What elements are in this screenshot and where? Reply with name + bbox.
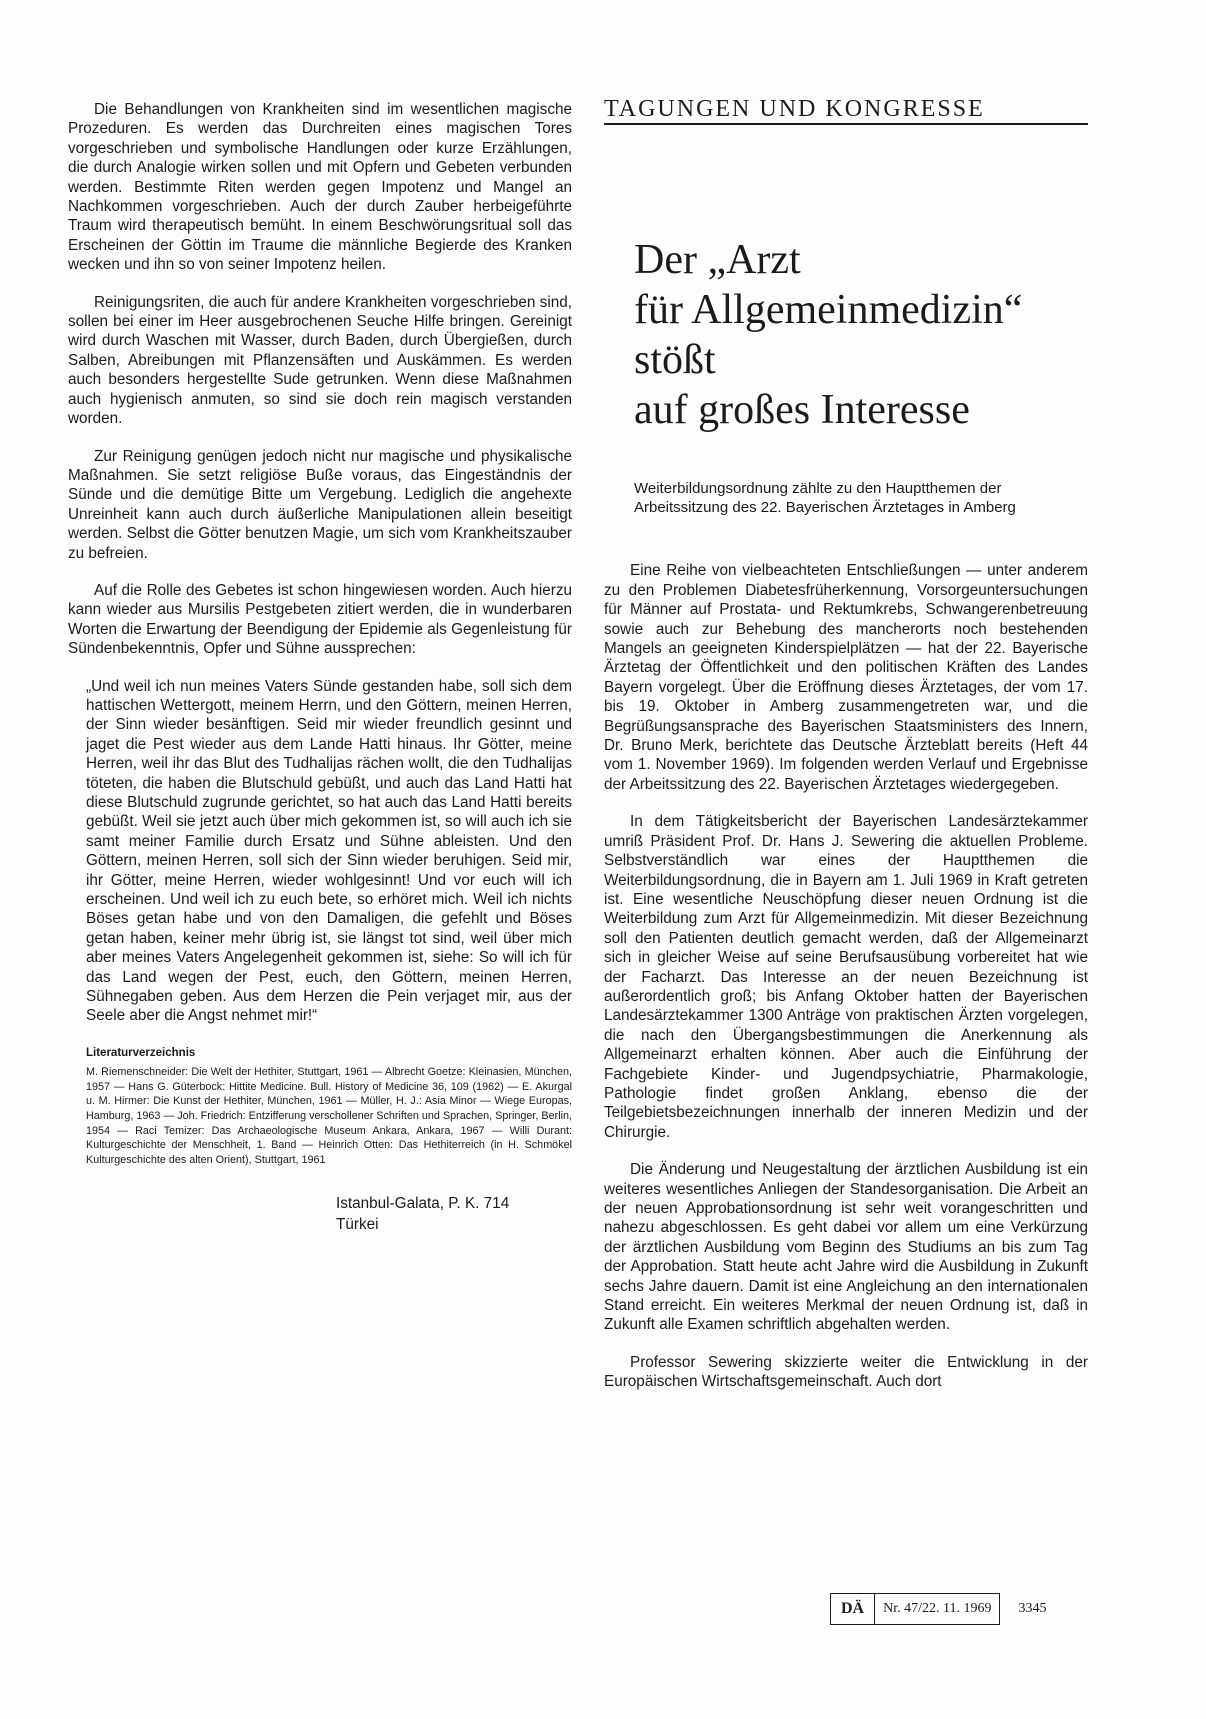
headline-line: stößt [634,337,716,384]
headline-line: auf großes Interesse [634,387,970,434]
body-paragraph: Professor Sewering skizzierte weiter die Entwicklung in der Europäischen Wirtschaftsgemeinschaft. Auch dort [604,1353,1088,1391]
page-footer [830,1592,1046,1626]
address-line: Türkei [336,1216,379,1234]
body-paragraph: Die Änderung und Neugestaltung der ärztlichen Ausbildung ist ein weiteres wesentliches Anliegen der Standesorganisation. Die Arbeit an der neuen Approbationsordnung ist sehr weit vorangeschritten und nahezu abgeschlossen. Es geht dabei vor allem um eine Verkürzung der ärztlichen Ausbildung vom Beginn des Studiums an bis zum Tag der Approbation. Statt heute acht Jahre wird die Ausbildung in Zukunft sechs Jahre dauern. Damit ist eine Angleichung an den internationalen Stand erreicht. Ein weiteres Merkmal der neuen Ordnung ist, daß in Zukunft alle Examen schriftlich abgehalten werden. [604,1161,1088,1334]
page-number: 3345 [1018,1601,1047,1616]
article-headline [634,235,1088,435]
address-line: Istanbul-Galata, P. K. 714 [336,1195,510,1213]
left-column [68,100,572,1235]
right-column [604,96,1088,1410]
article-subheadline: Weiterbildungsordnung zählte zu den Hauptthemen der Arbeitssitzung des 22. Bayerischen Ärztetages in Amberg [634,480,1016,517]
body-paragraph: Auf die Rolle des Gebetes ist schon hingewiesen worden. Auch hierzu kann wieder aus Mursilis Pestgebeten zitiert werden, die in wunderbaren Worten die Erwartung der Beendigung der Epidemie als Gegenleistung für Sündenbekenntnis, Opfer und Sühne aussprechen: [68,581,572,658]
issue-number: Nr. 47/22. 11. 1969 [883,1601,992,1616]
body-paragraph: In dem Tätigkeitsbericht der Bayerischen Landesärztekammer umriß Präsident Prof. Dr. Hans J. Sewering die aktuellen Probleme. Selbstverständlich war eines der Hauptthemen die Weiterbildungsordnung, die in Bayern am 1. Juli 1969 in Kraft getreten ist. Eine wesentliche Neuschöpfung dieser neuen Ordnung ist die Weiterbildung zum Arzt für Allgemeinmedizin. Mit dieser Bezeichnung soll den Patienten deutlich gemacht werden, daß der Allgemeinarzt sich in gleicher Weise auf seine Berufsausübung vorbereitet hat wie der Facharzt. Das Interesse an der neuen Bezeichnung ist außerordentlich groß; bis Anfang Oktober hatten der Bayerischen Landesärztekammer 1300 Anträge von praktischen Ärzten vorgelegen, die nach den Übergangsbestimmungen die Anerkennung als Allgemeinarzt erhalten können. Aber auch die Einführung der Fachgebiete Kinder- und Jugendpsychiatrie, Pharmakologie, Pathologie findet großen Anklang, ebenso die der Teilgebietsbezeichnungen innerhalb der inneren Medizin und der Chirurgie. [604,813,1088,1141]
prayer-quote: „Und weil ich nun meines Vaters Sünde gestanden habe, soll sich dem hattischen Wettergott, meinem Herrn, und den Göttern, meinen Herren, der Sinn wieder besänftigen. Seid mir wieder freundlich gesinnt und jaget die Pest wieder aus dem Lande Hatti hinaus. Ihr Götter, meine Herren, weil ihr das Blut des Tudhalijas rächen wollt, die den Tudhalijas töteten, die haben die Blutschuld gebüßt, und auch das Land Hatti hat diese Blutschuld zugrunde gerichtet, so hat auch das Land Hatti bereits gebüßt. Weil sie jetzt auch über mich gekommen ist, so will auch ich sie samt meiner Familie durch Ersatz und Sühne ableisten. Und den Göttern, meinen Herren, soll sich der Sinn wieder beruhigen. Seid mir, ihr Götter, meine Herren, wieder wohlgesinnt! Und vor euch will ich erscheinen. Und weil ich zu euch bete, so erhöret mich. Weil ich nichts Böses getan habe und von den Damaligen, die gefehlt und Böses getan haben, keiner mehr übrig ist, sie längst tot sind, weil über mich aber meines Vaters Angelegenheit gekommen ist, siehe: So will ich für das Land wegen der Pest, euch, den Göttern, meinen Herren, Sühnegaben geben. Aus dem Herzen die Pein verjaget mir, aus der Seele aber die Angst nehmet mir!“ [86,677,572,1025]
body-paragraph: Die Behandlungen von Krankheiten sind im wesentlichen magische Prozeduren. Es werden das Durchreiten eines magischen Tores vorgeschrieben und symbolische Handlungen oder kurze Erzählungen, die durch Analogie wirken sollen und mit Opfern und Gebeten verbunden werden. Bestimmte Riten werden gegen Impotenz und Mangel an Nachkommen vorgeschrieben. Auch der durch Zauber herbeigeführte Traum wird therapeutisch bemüht. In einem Beschwörungsritual soll das Erscheinen der Göttin im Traume die männliche Begierde des Kranken wecken und ihn so von seiner Impotenz heilen. [68,101,572,274]
issue-box [830,1593,1000,1625]
literature-heading: Literaturverzeichnis [86,1046,196,1059]
headline-line: für Allgemeinmedizin“ [634,287,1023,334]
body-paragraph: Eine Reihe von vielbeachteten Entschließungen — unter anderem zu den Problemen Diabetesfrüherkennung, Vorsorgeuntersuchungen für Männer auf Prostata- und Rektumkrebs, Schwangerenbetreuung sowie auch zur Behebung des mancherorts noch bestehenden Mangels an geeigneten Kinderspielplätzen — hat der 22. Bayerische Ärztetag der Öffentlichkeit und den politischen Kräften des Landes Bayern vorgelegt. Über die Eröffnung dieses Ärztetages, der vom 17. bis 19. Oktober in Amberg zusammengetreten war, und die Begrüßungsansprache des Bayerischen Staatsministers des Innern, Dr. Bruno Merk, berichtete das Deutsche Ärzteblatt bereits (Heft 44 vom 1. November 1969). Im folgenden werden Verlauf und Ergebnisse der Arbeitssitzung des 22. Bayerischen Ärztetages wiedergegeben. [604,562,1088,793]
body-paragraph: Reinigungsriten, die auch für andere Krankheiten vorgeschrieben sind, sollen bei einer im Heer ausgebrochenen Seuche Hilfe bringen. Gereinigt wird durch Waschen mit Wasser, durch Baden, durch Übergießen, durch Salben, Abreibungen mit Pflanzensäften und Auskämmen. Es werden auch besonders hergestellte Sude getrunken. Wenn diese Maßnahmen auch hygienisch anmuten, so sind sie doch rein magisch verstanden worden. [68,293,572,428]
headline-line: Der „Arzt [634,237,801,284]
journal-logo: DÄ [831,1594,875,1624]
author-address [336,1193,572,1235]
section-title: TAGUNGEN UND KONGRESSE [604,100,1088,125]
literature-list: M. Riemenschneider: Die Welt der Hethiter, Stuttgart, 1961 — Albrecht Goetze: Kleinasien, München, 1957 — Hans G. Güterbock: Hittite Medicine. Bull. History of Medicine 36, 109 (1962) — E. Akurgal u. M. Hirmer: Die Kunst der Hethiter, München, 1961 — Müller, H. J.: Asia Minor — Wiege Europas, Hamburg, 1963 — Joh. Friedrich: Entzifferung verschollener Schriften und Sprachen, Springer, Berlin, 1954 — Raci Temizer: Das Archaeologische Museum Ankara, Ankara, 1967 — Willi Durant: Kulturgeschichte der Menschheit, 1. Band — Heinrich Otten: Das Hethiterreich (in H. Schmökel Kulturgeschichte des alten Orient), Stuttgart, 1961 [86,1066,572,1166]
body-paragraph: Zur Reinigung genügen jedoch nicht nur magische und physikalische Maßnahmen. Sie setzt religiöse Buße voraus, das Eingeständnis der Sünde und die demütige Bitte um Vergebung. Lediglich die angehexte Unreinheit kann auch durch äußerliche Manipulationen allein beseitigt werden. Selbst die Götter benutzen Magie, um sich vom Krankheitszauber zu befreien. [68,447,572,562]
